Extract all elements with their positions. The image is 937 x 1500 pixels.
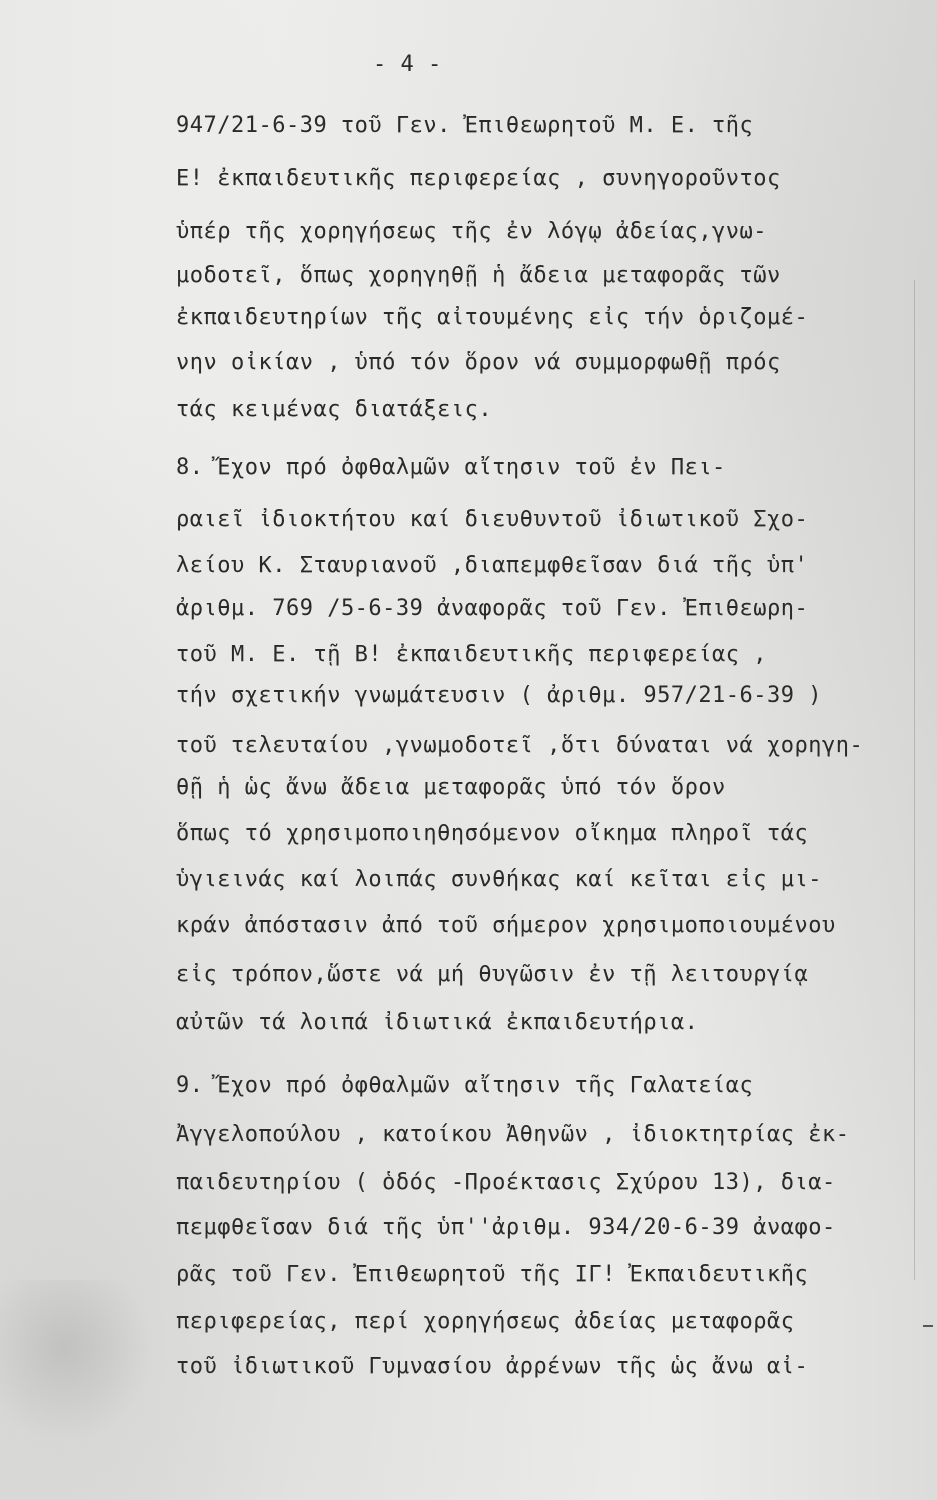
text-line: λείου Κ. Σταυριανοῦ ,διαπεμφθεῖσαν διά τῆς ὑπ' (176, 553, 809, 578)
text-line: πεμφθεῖσαν διά τῆς ὑπ''ἀριθμ. 934/20-6-39 ἀναφο- (176, 1215, 836, 1240)
text-line: ραιεῖ ἰδιοκτήτου καί διευθυντοῦ ἰδιωτικοῦ Σχο- (176, 507, 809, 532)
text-line: τάς κειμένας διατάξεις. (176, 397, 493, 422)
text-line: παιδευτηρίου ( ὁδός -Προέκτασις Σχύρου 13), δια- (176, 1170, 836, 1195)
text-line: τοῦ τελευταίου ,γνωμοδοτεῖ ,ὅτι δύναται νά χορηγη- (176, 733, 864, 758)
text-line: εἰς τρόπον,ὥστε νά μή θυγῶσιν ἐν τῇ λειτουργίᾳ (176, 962, 809, 987)
text-line: αὐτῶν τά λοιπά ἰδιωτικά ἐκπαιδευτήρια. (176, 1010, 699, 1035)
text-line: ὅπως τό χρησιμοποιηθησόμενον οἴκημα πληροῖ τάς (176, 821, 809, 846)
text-line: τήν σχετικήν γνωμάτευσιν ( ἀριθμ. 957/21-6-39 ) (176, 683, 823, 708)
text-line: 947/21-6-39 τοῦ Γεν. Ἐπιθεωρητοῦ Μ. Ε. τῆς (176, 113, 754, 138)
text-line: ρᾶς τοῦ Γεν. Ἐπιθεωρητοῦ τῆς ΙΓ! Ἐκπαιδευτικῆς (176, 1262, 809, 1287)
paper-stain (0, 1280, 160, 1450)
page-number: - 4 - (373, 52, 442, 77)
text-line: 9. Ἔχον πρό ὀφθαλμῶν αἴτησιν τῆς Γαλατείας (176, 1073, 754, 1098)
text-line: ἀριθμ. 769 /5-6-39 ἀναφορᾶς τοῦ Γεν. Ἐπιθεωρη- (176, 596, 809, 621)
text-line: μοδοτεῖ, ὅπως χορηγηθῇ ἡ ἄδεια μεταφορᾶς τῶν (176, 263, 781, 288)
margin-mark (923, 1325, 933, 1327)
text-line: κράν ἀπόστασιν ἀπό τοῦ σήμερον χρησιμοποιουμένου (176, 913, 836, 938)
text-line: ὑπέρ τῆς χορηγήσεως τῆς ἐν λόγῳ ἀδείας,γνω- (176, 219, 768, 244)
text-line: νην οἰκίαν , ὑπό τόν ὅρον νά συμμορφωθῇ πρός (176, 350, 781, 375)
text-line: θῇ ἡ ὡς ἄνω ἄδεια μεταφορᾶς ὑπό τόν ὅρον (176, 775, 726, 800)
text-line: τοῦ Μ. Ε. τῇ Β! ἐκπαιδευτικῆς περιφερείας , (176, 642, 768, 667)
text-line: περιφερείας, περί χορηγήσεως ἀδείας μεταφορᾶς (176, 1309, 795, 1334)
text-line: τοῦ ἰδιωτικοῦ Γυμνασίου ἀρρένων τῆς ὡς ἄνω αἰ- (176, 1354, 809, 1379)
text-line: ὑγιεινάς καί λοιπάς συνθήκας καί κεῖται εἰς μι- (176, 867, 823, 892)
text-line: Ε! ἐκπαιδευτικῆς περιφερείας , συνηγοροῦντος (176, 166, 781, 191)
text-line: Ἀγγελοπούλου , κατοίκου Ἀθηνῶν , ἰδιοκτητρίας ἐκ- (176, 1122, 850, 1147)
text-line: ἐκπαιδευτηρίων τῆς αἰτουμένης εἰς τήν ὁριζομέ- (176, 305, 809, 330)
text-line: 8. Ἔχον πρό ὀφθαλμῶν αἴτησιν τοῦ ἐν Πει- (176, 455, 726, 480)
